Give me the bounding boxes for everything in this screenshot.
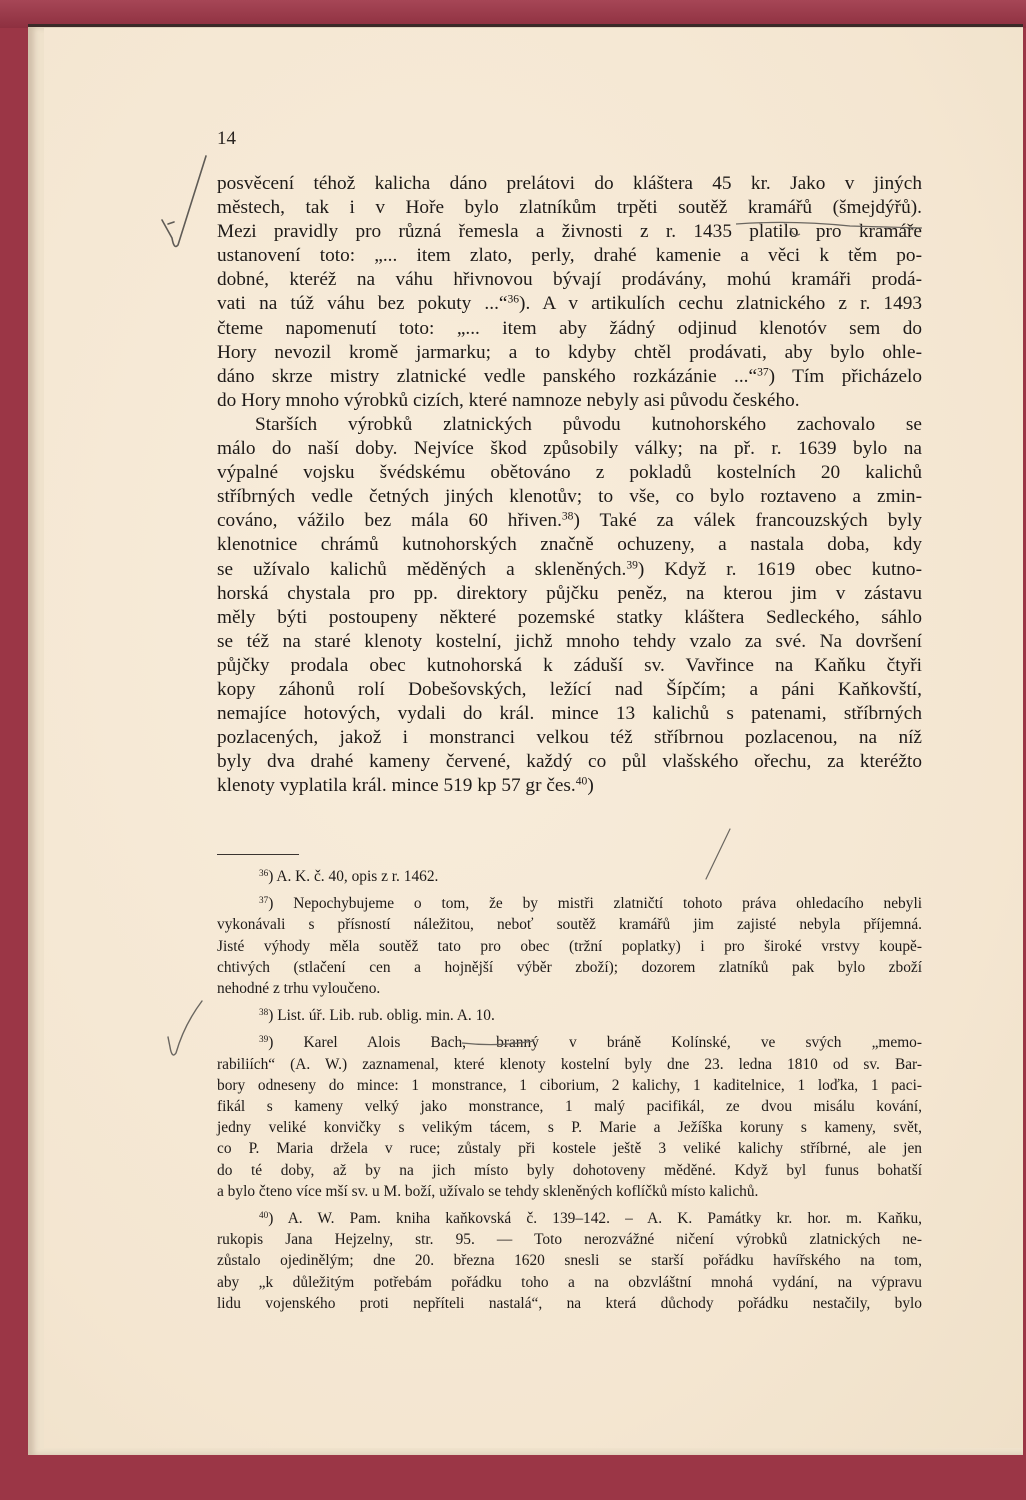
- footnote-line: [217, 1250, 922, 1271]
- footnote-line: [217, 1054, 922, 1075]
- footnote-line: [217, 1032, 922, 1053]
- body-line-text: cováno, vážilo bez mála 60 hřiven.: [217, 510, 562, 532]
- footnote-text: jedny veliké konvičky s velikým tácem, s P. Marie a Ježíška koruny s kameny, svět,: [217, 1119, 922, 1137]
- body-line-text: Hory nevozil kromě jarmarku; a to kdyby chtěl prodávati, aby bylo ohle-: [217, 341, 922, 363]
- body-line-text: nemajíce hotových, vydali do král. mince 13 kalichů s patenami, stříbrných: [217, 703, 922, 725]
- body-line-text: pozlacených, jakož i monstranci velkou též stříbrnou pozlacenou, na níž: [217, 727, 922, 749]
- body-line-text: ) Tím přicházelo: [768, 365, 922, 387]
- footnote-line: [217, 1138, 922, 1159]
- body-line-text: ustanovení toto: „... item zlato, perly, drahé kamenie a věci k těm po-: [217, 245, 922, 267]
- footnote-separator: [217, 854, 299, 855]
- body-line: [217, 582, 922, 606]
- body-line: [217, 558, 922, 582]
- body-line-text: vati na túž váhu bez pokuty ...“: [217, 293, 508, 315]
- body-line: [217, 509, 922, 533]
- body-line: [217, 750, 922, 774]
- body-line: [217, 630, 922, 654]
- footnote-text: nehodné z trhu vyloučeno.: [217, 980, 381, 998]
- body-line: [217, 774, 922, 798]
- footnote-line: [217, 1096, 922, 1117]
- body-line-text: Mezi pravidly pro různá řemesla a živnosti z r. 1435 platilo pro kramáře: [217, 221, 922, 243]
- body-line-text: dobné, kteréž na váhu hřivnovou bývají prodávány, mohú kramáři prodá-: [217, 269, 922, 291]
- footnote-line: [217, 914, 922, 935]
- body-line-text: měly býti postoupeny některé pozemské statky kláštera Sedleckého, sáhlo: [217, 606, 922, 628]
- footnote-marker: 39: [259, 1034, 269, 1045]
- footnote-line: [217, 1117, 922, 1138]
- footnote-text: A. K. č. 40, opis z r. 1462.: [276, 868, 439, 885]
- body-line: [217, 172, 922, 196]
- body-line: [217, 389, 922, 413]
- body-line-text: ): [587, 775, 594, 797]
- footnote-line: [217, 1075, 922, 1096]
- footnote-38: [217, 1005, 922, 1026]
- footnote-marker-paren: ): [268, 868, 277, 885]
- footnote-text: bory odneseny do mince: 1 monstrance, 1 ciborium, 2 kalichy, 1 kaditelnice, 1 loďka, 1 paci-: [217, 1076, 922, 1094]
- body-line: [217, 726, 922, 750]
- footnote-39: [217, 1032, 922, 1202]
- footnote-line: [217, 866, 922, 887]
- body-line: [217, 654, 922, 678]
- footnote-text: Jisté výhody měla soutěž tato pro obec (tržní poplatky) i pro široké vrstvy koupě-: [217, 937, 922, 955]
- footnote-36: [217, 866, 922, 887]
- footnote-40: [217, 1208, 922, 1314]
- footnote-37: [217, 893, 922, 999]
- body-line: [217, 317, 922, 341]
- body-line: [217, 702, 922, 726]
- body-line-text: výpalné vojsku švédskému obětováno z pokladů kostelních 20 kalichů: [217, 462, 922, 484]
- footnote-marker-paren: ): [268, 1007, 278, 1025]
- footnote-text: Karel Alois Bach, branný v bráně Kolínské, ve svých „memo-: [303, 1034, 922, 1052]
- body-line-text: málo do naší doby. Nejvíce škod způsobily války; na př. r. 1639 bylo na: [217, 438, 922, 460]
- footnote-line: [217, 1160, 922, 1181]
- body-line: [217, 268, 922, 292]
- footnote-text: a bylo čteno více mší sv. u M. boží, užívalo se tehdy skleněných koflíčků místo kalichů.: [217, 1182, 759, 1200]
- page-number: 14: [217, 128, 236, 149]
- footnote-text: fikál s kameny velký jako monstrance, 1 malý pacifikál, ze dvou misálu kování,: [217, 1098, 922, 1116]
- footnote-line: [217, 936, 922, 957]
- footnote-marker-paren: ): [268, 1210, 288, 1228]
- footnote-text: List. úř. Lib. rub. oblig. min. A. 10.: [277, 1007, 495, 1025]
- footnote-line: [217, 978, 922, 999]
- body-line-text: půjčky prodala obec kutnohorská k záduší sv. Vavřince na Kaňku čtyři: [217, 654, 922, 676]
- footnote-text: A. W. Pam. kniha kaňkovská č. 139–142. – A. K. Památky kr. hor. m. Kaňku,: [287, 1210, 923, 1228]
- footnote-line: [217, 1293, 922, 1314]
- footnote-line: [217, 1005, 922, 1026]
- footnote-reference: 40: [575, 774, 588, 788]
- body-line: [217, 437, 922, 461]
- body-line: [217, 196, 922, 220]
- body-line-text: klenoty vyplatila král. mince 519 kp 57 gr čes.: [217, 775, 576, 797]
- footnote-text: Nepochybujeme o tom, že by mistři zlatničtí tohoto práva ohledacího nebyli: [293, 895, 922, 913]
- footnote-line: [217, 893, 922, 914]
- footnote-text: co P. Maria držela v ruce; zůstaly při kostele ještě 3 veliké kalichy stříbrné, ale jen: [217, 1140, 922, 1158]
- footnote-line: [217, 1272, 922, 1293]
- body-line-text: ). A v artikulích cechu zlatnického z r. 1493: [519, 293, 922, 315]
- footnote-marker: 40: [259, 1209, 269, 1220]
- body-line-text: klenotnice chrámů kutnohorských značně ochuzeny, a nastala doba, kdy: [217, 534, 922, 556]
- footnote-text: zůstalo ojedinělým; dne 20. března 1620 snesli se starší pořádku havířského na tom,: [217, 1252, 922, 1270]
- body-line: [217, 606, 922, 630]
- footnote-line: [217, 1181, 922, 1202]
- footnote-marker-paren: ): [268, 1034, 304, 1052]
- footnote-text: rukopis Jana Hejzelny, str. 95. — Toto nerozvážné ničení výrobků zlatnických ne-: [217, 1231, 922, 1249]
- body-line: [217, 220, 922, 244]
- body-text: [217, 172, 922, 798]
- body-line: [217, 341, 922, 365]
- body-line-text: čteme napomenutí toto: „... item aby žádný odjinud klenotóv sem do: [217, 317, 922, 339]
- body-line: [217, 533, 922, 557]
- footnote-reference: 38: [561, 509, 574, 523]
- body-line-text: městech, tak i v Hoře bylo zlatníkům trpěti soutěž kramářů (šmejdýřů).: [217, 197, 922, 219]
- body-line: [217, 292, 922, 316]
- body-line-text: se též na staré klenoty kostelní, jichž mnoho tehdy vzalo za své. Na dovršení: [217, 630, 922, 652]
- body-line: [217, 244, 922, 268]
- footnote-text: do té doby, až by na jich místo byly dohotoveny měděné. Když byl funus bohatší: [217, 1161, 922, 1179]
- footnote-line: [217, 1229, 922, 1250]
- body-line-text: stříbrných vedle četných jiných klenotův; to vše, co bylo roztaveno a zmin-: [217, 486, 922, 508]
- footnote-text: rabiliích“ (A. W.) zaznamenal, které klenoty kostelní byly dne 23. ledna 1810 od sv. Bar-: [217, 1055, 922, 1073]
- footnote-line: [217, 1208, 922, 1229]
- body-line: [217, 413, 922, 437]
- body-line: [217, 365, 922, 389]
- footnote-marker: 36: [259, 867, 269, 878]
- body-line-text: ) Také za válek francouzských byly: [573, 510, 922, 532]
- footnote-line: [217, 957, 922, 978]
- body-line-text: Starších výrobků zlatnických původu kutnohorského zachovalo se: [255, 413, 922, 435]
- body-line: [217, 461, 922, 485]
- footnote-reference: 39: [626, 558, 638, 572]
- body-line-text: se užívalo kalichů měděných a skleněných.: [217, 558, 627, 580]
- footnote-text: chtivých (stlačení cen a hojnější výběr zboží); dozorem zlatníků pak bylo zboží: [217, 958, 922, 976]
- footnote-marker-paren: ): [268, 895, 294, 913]
- footnote-reference: 37: [757, 365, 769, 379]
- body-line: [217, 485, 922, 509]
- body-line: [217, 678, 922, 702]
- body-line-text: do Hory mnoho výrobků cizích, které namnoze nebyly asi původu českého.: [217, 389, 800, 411]
- body-line-text: kopy záhonů rolí Dobešovských, ležící nad Šípčím; a páni Kaňkovští,: [217, 678, 922, 700]
- body-line-text: byly dva drahé kameny červené, každý co půl vlašského ořechu, za kteréžto: [217, 751, 922, 773]
- body-line-text: dáno skrze mistry zlatnické vedle panského rozkázánie ...“: [217, 365, 758, 387]
- footnote-text: vykonávali s přísností náležitou, neboť soutěž kramářů jim zajisté nebyla příjemná.: [217, 916, 922, 934]
- footnote-marker: 37: [259, 895, 269, 906]
- footnote-text: lidu vojenského proti nepříteli nastalá“, na která důchody pořádku nestačily, bylo: [217, 1294, 922, 1312]
- body-line-text: posvěcení téhož kalicha dáno prelátovi do kláštera 45 kr. Jako v jiných: [217, 173, 922, 194]
- footnotes: [217, 866, 922, 1320]
- footnote-text: aby „k důležitým potřebám pořádku toho a na obzvláštní mnohá vydání, na výpravu: [217, 1273, 922, 1291]
- body-line-text: ) Když r. 1619 obec kutno-: [637, 558, 922, 580]
- footnote-reference: 36: [507, 293, 520, 307]
- body-line-text: horská chystala pro pp. direktory půjčku peněz, na kterou jim v zástavu: [217, 582, 922, 604]
- footnote-marker: 38: [259, 1007, 269, 1018]
